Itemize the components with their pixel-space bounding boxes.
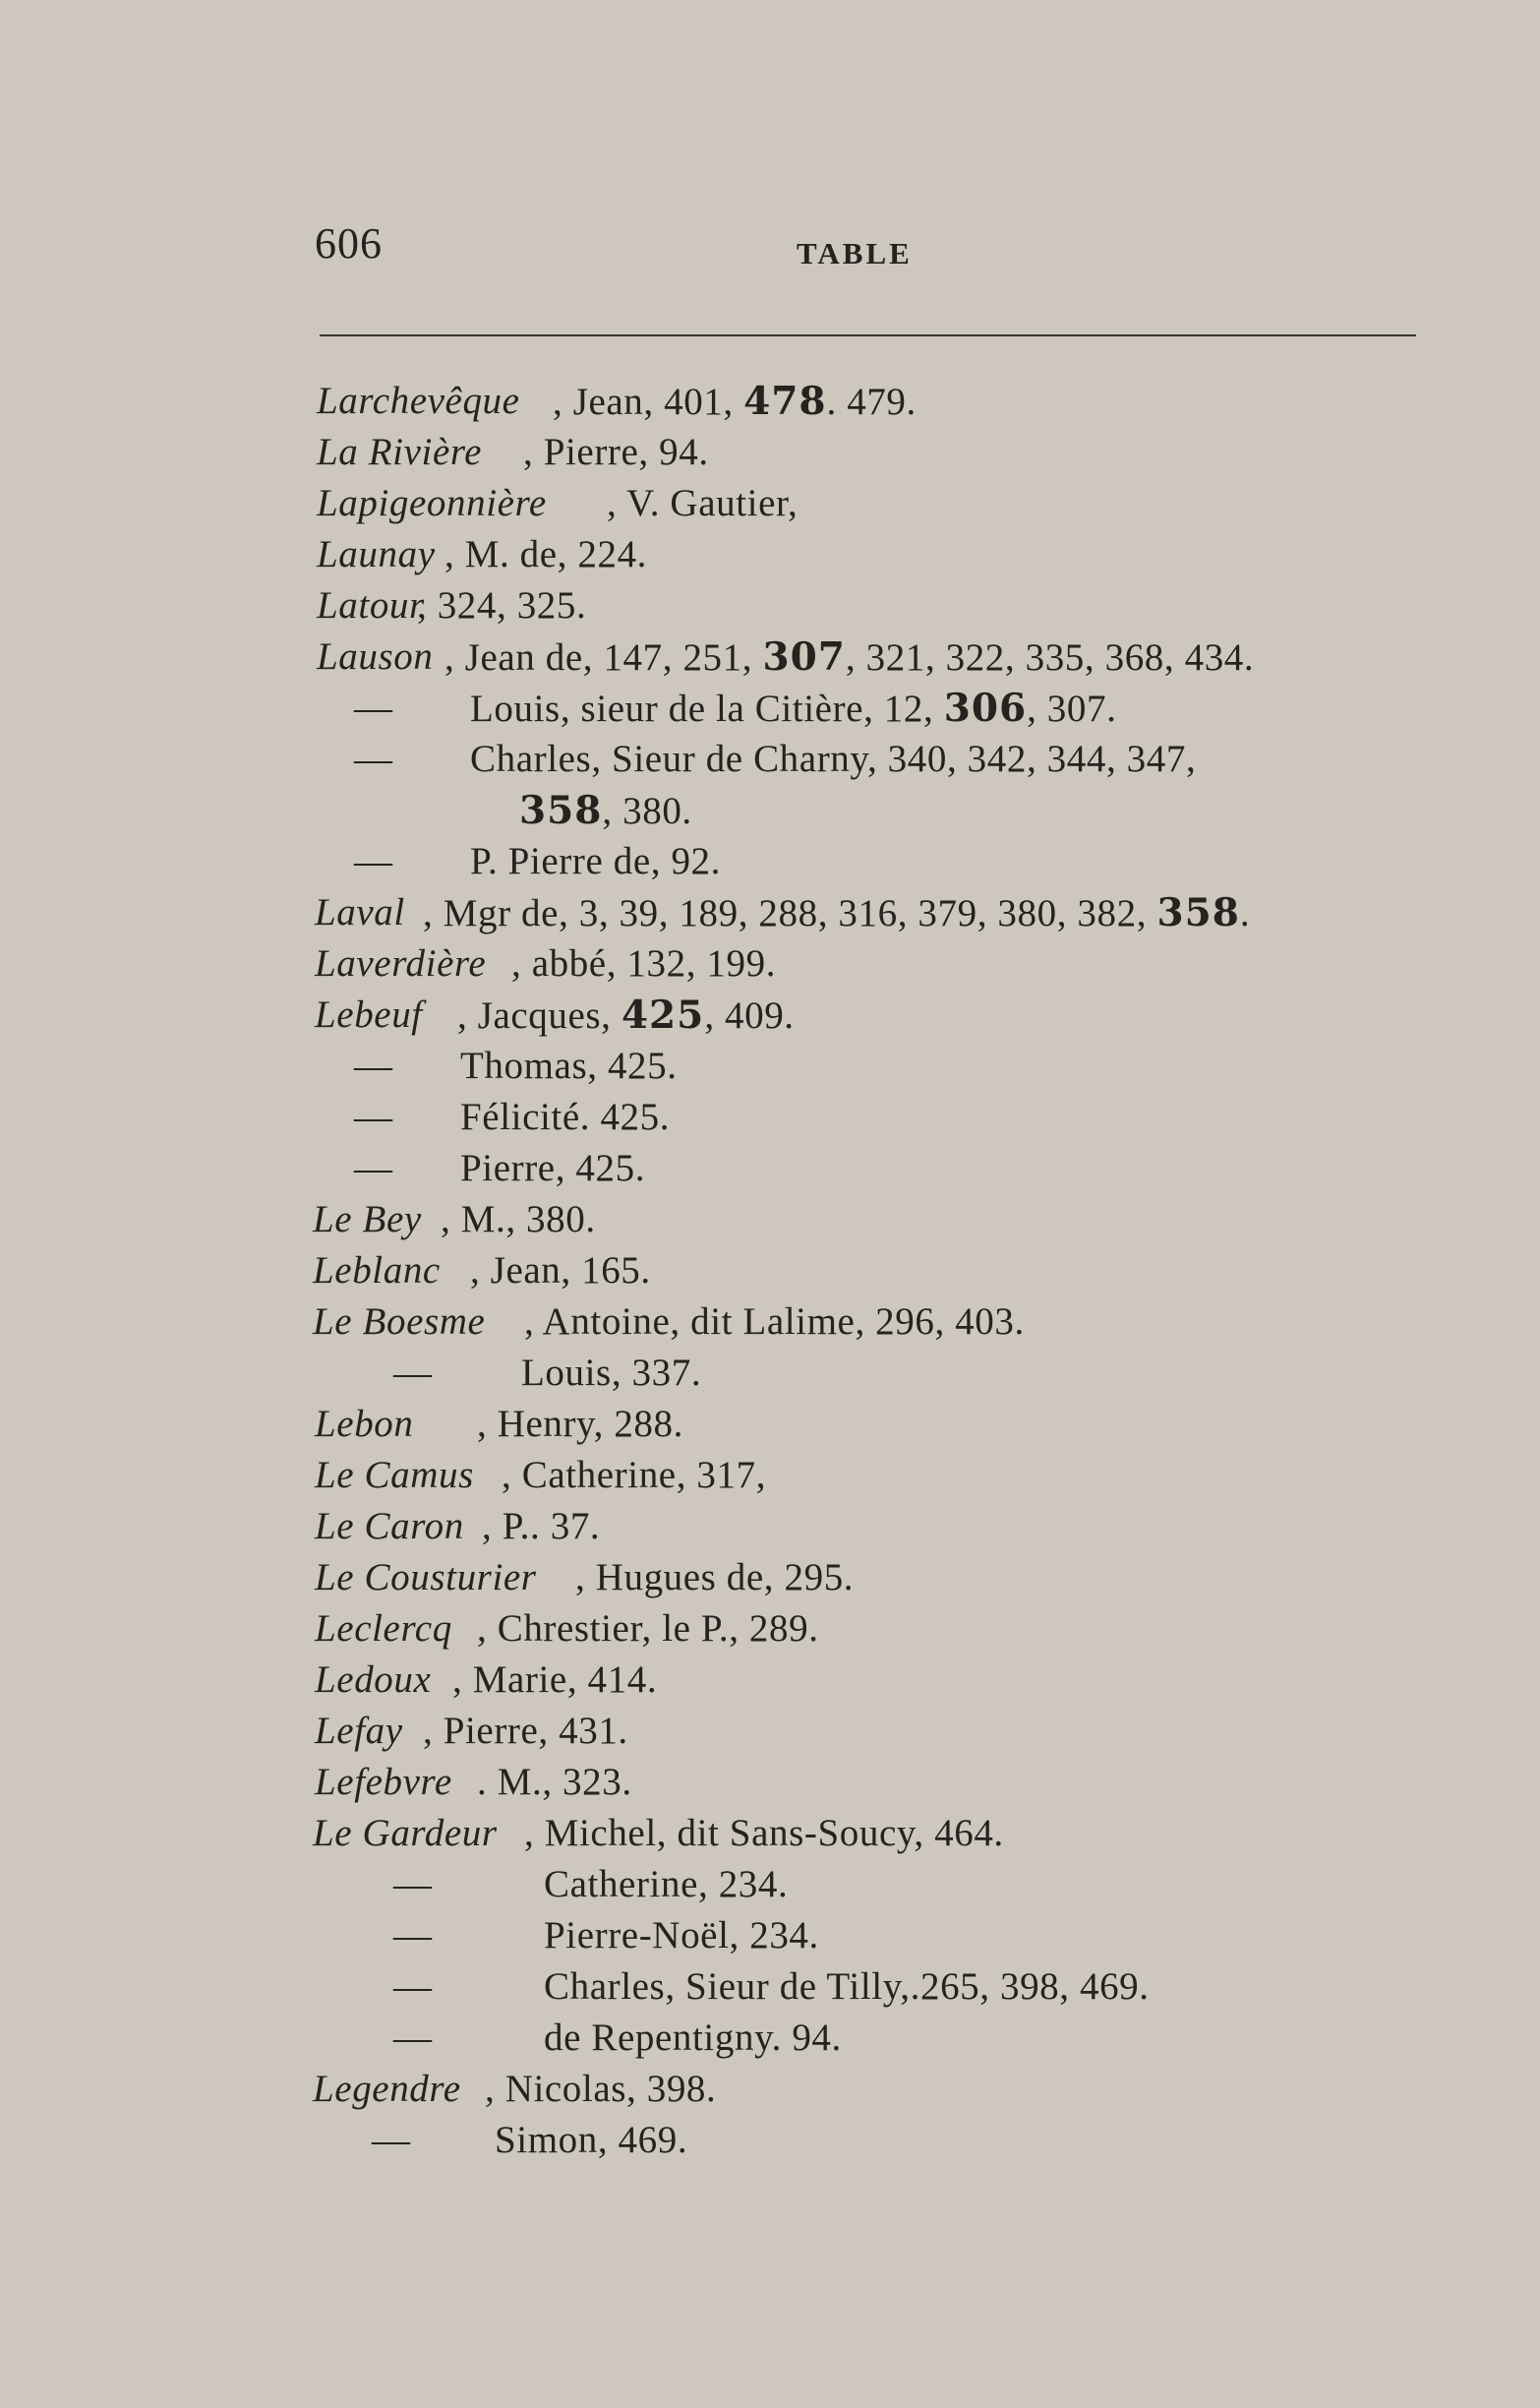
index-entry [0, 1041, 1540, 1092]
entry-surname: Laval [315, 891, 405, 933]
entry-surname: Latour [317, 584, 425, 627]
entry-detail [502, 1450, 766, 1501]
entry-detail [544, 1910, 819, 1961]
entry-detail [523, 427, 709, 478]
ditto-dash: — [393, 1914, 433, 1956]
entry-surname: Lebon [315, 1403, 414, 1445]
principal-page-ref: 306 [943, 686, 1028, 731]
index-entry [0, 1808, 1540, 1859]
ditto-dash: — [354, 687, 393, 729]
entry-surname: Launay [317, 533, 436, 575]
ditto-dash: — [393, 1965, 433, 2008]
entry-text: Simon, 469. [495, 2119, 688, 2161]
principal-page-ref: 425 [621, 993, 705, 1038]
entry-surname: La Rivière [317, 431, 483, 473]
entry-text: , Henry, 288. [477, 1403, 683, 1445]
entry-detail [575, 1552, 854, 1603]
entry-surname: Le Bey [313, 1198, 422, 1240]
index-entry [0, 1143, 1540, 1194]
entry-detail [457, 990, 795, 1042]
entry-text-tail: , 307. [1027, 688, 1117, 730]
entry-surname: Le Boesme [313, 1300, 486, 1343]
entry-surname: Le Cousturier [315, 1556, 537, 1598]
entry-detail [544, 1961, 1150, 2013]
index-entry [0, 1348, 1540, 1399]
index-entry [0, 1092, 1540, 1143]
index-entry [0, 1552, 1540, 1603]
index-entry [0, 990, 1540, 1041]
index-entry [0, 1450, 1540, 1501]
entry-text: , 324, 325. [417, 584, 587, 627]
entry-text: , Jean de, 147, 251, [444, 636, 763, 679]
index-entry [0, 2013, 1540, 2064]
entry-detail [519, 785, 692, 837]
entry-detail [460, 1041, 678, 1092]
entry-text: , P.. 37. [482, 1505, 601, 1547]
entry-detail [607, 478, 798, 529]
entry-text: , Hugues de, 295. [575, 1556, 855, 1598]
entry-surname: Lapigeonnière [317, 482, 547, 524]
entry-text: , Marie, 414. [452, 1658, 658, 1701]
index-entry [0, 2064, 1540, 2115]
index-entry [0, 1296, 1540, 1348]
page-number: 606 [315, 219, 383, 268]
entry-surname: Ledoux [315, 1658, 432, 1701]
entry-detail [444, 529, 647, 580]
index-entry [0, 427, 1540, 478]
entry-text: Louis, 337. [521, 1352, 702, 1394]
entry-surname: Leclercq [315, 1607, 452, 1650]
entry-surname: Legendre [313, 2068, 461, 2110]
entry-detail [452, 1655, 657, 1706]
entry-surname: Le Gardeur [313, 1812, 498, 1854]
entry-text: , Jean, 165. [470, 1249, 651, 1292]
entry-text-tail: . 479. [826, 381, 917, 423]
entry-text: , Catherine, 317, [502, 1454, 767, 1496]
entry-surname: Lebeuf [315, 993, 423, 1036]
index-entry [0, 580, 1540, 632]
entry-detail [477, 1399, 683, 1450]
entry-detail [511, 938, 776, 990]
index-entry [0, 1706, 1540, 1757]
principal-page-ref: 307 [762, 634, 846, 680]
principal-page-ref: 478 [743, 379, 827, 424]
index-entry [0, 478, 1540, 529]
entry-text: de Repentigny. 94. [544, 2017, 842, 2059]
entry-text: , Jean, 401, [553, 381, 744, 423]
ditto-dash: — [354, 738, 393, 780]
entry-text-tail: , 409. [704, 994, 795, 1037]
principal-page-ref: 358 [519, 788, 603, 833]
entry-text: , abbé, 132, 199. [511, 942, 777, 985]
index-entry [0, 1757, 1540, 1808]
ditto-dash: — [393, 2017, 433, 2059]
index-entry [0, 1655, 1540, 1706]
entry-detail [423, 1706, 628, 1757]
entry-text: , Pierre, 431. [423, 1710, 628, 1752]
index-entry [0, 1399, 1540, 1450]
index-entry [0, 887, 1540, 938]
entry-surname: Le Camus [315, 1454, 474, 1496]
ditto-dash: — [393, 1863, 433, 1905]
entry-detail [423, 887, 1250, 939]
index-entry [0, 1910, 1540, 1961]
entry-text-tail: . [1239, 892, 1251, 934]
entry-text: , M. de, 224. [444, 533, 648, 575]
entry-detail [482, 1501, 600, 1552]
entry-text: Pierre, 425. [460, 1147, 646, 1189]
entry-text-tail: , 321, 322, 335, 368, 434. [845, 636, 1255, 679]
index-entry [0, 1859, 1540, 1910]
index-entry [0, 376, 1540, 427]
entry-detail [444, 632, 1254, 684]
entry-detail [495, 2115, 687, 2166]
ditto-dash: — [354, 1096, 393, 1138]
index-entry [0, 2115, 1540, 2166]
entry-text: . M., 323. [477, 1761, 632, 1803]
entry-surname: Lefebvre [315, 1761, 452, 1803]
entry-text: , Michel, dit Sans-Soucy, 464. [524, 1812, 1004, 1854]
ditto-dash: — [354, 1045, 393, 1087]
entry-text: , Chrestier, le P., 289. [477, 1607, 819, 1650]
entry-detail [460, 1143, 645, 1194]
entry-detail [553, 376, 917, 428]
entry-detail [524, 1808, 1004, 1859]
ditto-dash: — [393, 1352, 433, 1394]
entry-text: Louis, sieur de la Citière, 12, [470, 688, 944, 730]
index-entry [0, 529, 1540, 580]
principal-page-ref: 358 [1156, 890, 1240, 935]
ditto-dash: — [354, 1147, 393, 1189]
ditto-dash: — [354, 840, 393, 882]
index-entry [0, 683, 1540, 734]
entry-detail [524, 1296, 1025, 1348]
entry-detail [544, 1859, 788, 1910]
entry-detail [521, 1348, 701, 1399]
entry-text: , Antoine, dit Lalime, 296, 403. [524, 1300, 1025, 1343]
entry-surname: Le Caron [315, 1505, 464, 1547]
entry-text: , Pierre, 94. [523, 431, 709, 473]
entry-surname: Leblanc [313, 1249, 441, 1292]
ditto-dash: — [372, 2119, 411, 2161]
index-entry [0, 938, 1540, 990]
entry-text-tail: , 380. [602, 790, 692, 832]
entry-surname: Laverdière [315, 942, 487, 985]
index-entry [0, 785, 1540, 836]
index-entry [0, 734, 1540, 785]
entry-text: Catherine, 234. [544, 1863, 789, 1905]
index-entry [0, 632, 1540, 683]
entry-detail [470, 683, 1116, 735]
index-entry [0, 1961, 1540, 2013]
entry-surname: Lauson [317, 635, 434, 678]
index-entry [0, 836, 1540, 887]
entry-text: , M., 380. [441, 1198, 596, 1240]
entry-text: , Jacques, [457, 994, 622, 1037]
entry-text: , Nicolas, 398. [485, 2068, 717, 2110]
running-title: TABLE [797, 236, 913, 271]
entry-text: Charles, Sieur de Tilly,.265, 398, 469. [544, 1965, 1150, 2008]
entry-detail [544, 2013, 842, 2064]
index-entry [0, 1245, 1540, 1296]
entry-text: , V. Gautier, [607, 482, 799, 524]
entry-detail [460, 1092, 670, 1143]
entry-surname: Larchevêque [317, 380, 520, 422]
entry-text: Thomas, 425. [460, 1045, 678, 1087]
entry-detail [470, 1245, 651, 1296]
entry-text: Félicité. 425. [460, 1096, 671, 1138]
index-entry [0, 1603, 1540, 1655]
entry-text: P. Pierre de, 92. [470, 840, 721, 882]
entry-detail [470, 734, 1196, 785]
entry-detail [441, 1194, 596, 1245]
index-entry [0, 1501, 1540, 1552]
entry-detail [477, 1603, 819, 1655]
entry-surname: Lefay [315, 1710, 403, 1752]
index-entry [0, 1194, 1540, 1245]
entry-detail [470, 836, 721, 887]
entry-text: Pierre-Noël, 234. [544, 1914, 819, 1956]
entry-text: , Mgr de, 3, 39, 189, 288, 316, 379, 380, 382, [423, 892, 1157, 934]
entry-text: Charles, Sieur de Charny, 340, 342, 344, 347, [470, 738, 1197, 780]
header-rule [320, 334, 1416, 336]
entry-detail [417, 580, 586, 632]
entry-detail [477, 1757, 632, 1808]
entry-detail [485, 2064, 716, 2115]
